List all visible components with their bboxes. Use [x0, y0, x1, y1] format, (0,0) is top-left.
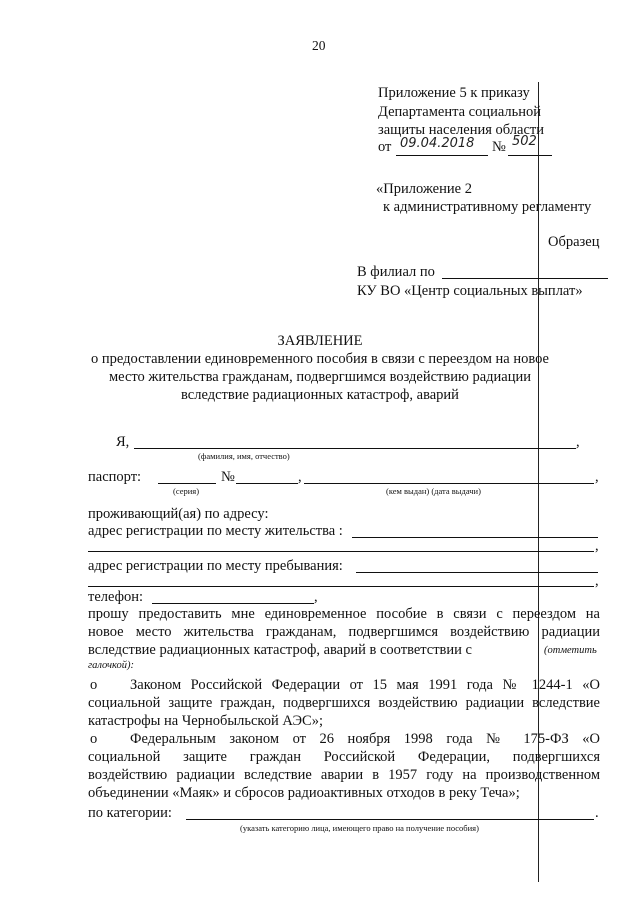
request-line-3b: (отметить	[544, 645, 597, 656]
stay-address-field-2[interactable]	[88, 586, 594, 587]
appendix-line-3: защиты населения области	[378, 122, 544, 138]
passport-series-field[interactable]	[158, 483, 216, 484]
category-hint: (указать категорию лица, имеющего право на получение пособия)	[240, 823, 479, 833]
issued-hint: (кем выдан) (дата выдачи)	[386, 486, 481, 496]
reg-address-label: адрес регистрации по месту жительства :	[88, 523, 343, 539]
reglament-line-1: «Приложение 2	[376, 181, 472, 197]
request-line-4: галочкой):	[88, 660, 135, 671]
appendix-number-label: №	[492, 139, 506, 155]
checkbox-law-1244[interactable]: o	[90, 677, 98, 693]
reg-address-field-2[interactable]	[88, 551, 594, 552]
bullet1-line-1: Законом Российской Федерации от 15 мая 1991 года № 1244-1 «О	[130, 677, 600, 693]
i-label: Я,	[116, 434, 130, 450]
category-label: по категории:	[88, 805, 172, 821]
passport-number-field[interactable]	[236, 483, 298, 484]
series-hint: (серия)	[173, 486, 200, 496]
branch-line-1: В филиал по	[357, 264, 435, 280]
passport-number-sign: №	[221, 469, 235, 485]
request-line-3a: вследствие радиационных катастроф, аварий в соответствии с	[88, 642, 472, 658]
checkbox-law-175[interactable]: o	[90, 731, 98, 747]
title-line-3: вследствие радиационных катастроф, аварий	[181, 387, 459, 403]
request-line-1: прошу предоставить мне единовременное пособие в связи с переездом на	[88, 606, 600, 622]
reg-address-field-1[interactable]	[352, 537, 598, 538]
bullet2-line-3: воздействию радиации вследствие аварии в 1957 году на производственном	[88, 767, 600, 783]
bullet2-line-4: объединении «Маяк» и сбросов радиоактивных отходов в реку Теча»;	[88, 785, 520, 801]
appendix-number-value: 502	[512, 134, 537, 149]
reglament-line-2: к административному регламенту	[383, 199, 592, 215]
bullet2-line-1: Федеральным законом от 26 ноября 1998 года № 175-ФЗ «О	[130, 731, 600, 747]
fio-hint: (фамилия, имя, отчество)	[198, 451, 290, 461]
page-number: 20	[312, 38, 326, 53]
stay-address-label: адрес регистрации по месту пребывания:	[88, 558, 343, 574]
appendix-from-label: от	[378, 139, 392, 155]
bullet1-line-2: социальной защите граждан, подвергшихся воздействию радиации вследствие	[88, 695, 600, 711]
bullet2-line-2: социальной защите граждан Российской Федерации, подвергшихся	[88, 749, 600, 765]
appendix-date-value: 09.04.2018	[400, 136, 475, 151]
residing-label: проживающий(ая) по адресу:	[88, 506, 269, 522]
passport-issued-field[interactable]	[304, 483, 594, 484]
phone-field[interactable]	[152, 603, 314, 604]
title-line-1: о предоставлении единовременного пособия в связи с переездом на новое	[91, 351, 549, 367]
fio-field[interactable]	[134, 448, 576, 449]
passport-label: паспорт:	[88, 469, 142, 485]
category-field[interactable]	[186, 819, 594, 820]
appendix-line-1: Приложение 5 к приказу	[378, 85, 530, 101]
sample-label: Образец	[548, 234, 600, 250]
document-heading: ЗАЯВЛЕНИЕ	[277, 333, 363, 349]
title-line-2: место жительства гражданам, подвергшимся воздействию радиации	[108, 369, 531, 385]
branch-line-2: КУ ВО «Центр социальных выплат»	[357, 283, 583, 299]
request-line-2: новое место жительства гражданам, подвергшимся воздействию радиации	[88, 624, 600, 640]
bullet1-line-3: катастрофы на Чернобыльской АЭС»;	[88, 713, 323, 729]
stay-address-field-1[interactable]	[356, 572, 598, 573]
phone-label: телефон:	[88, 589, 144, 605]
appendix-line-2: Департамента социальной	[378, 104, 542, 120]
